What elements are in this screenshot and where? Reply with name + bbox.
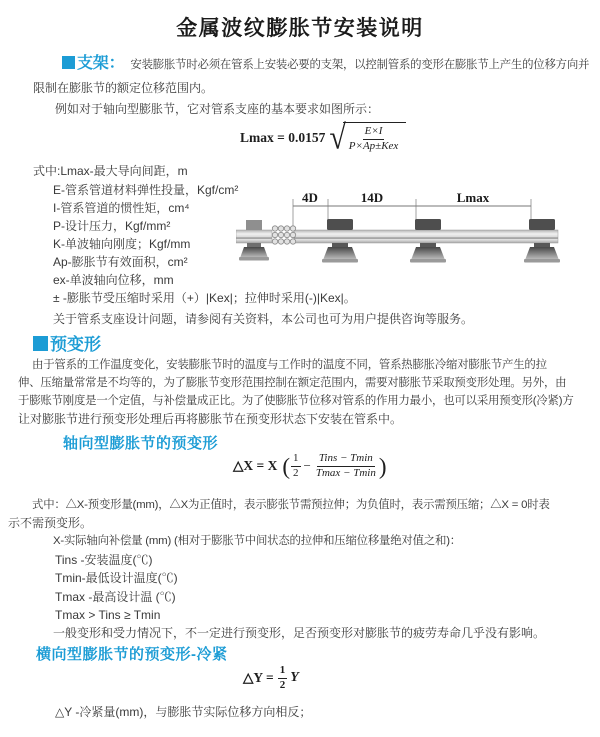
radical-sign: √ <box>329 118 346 157</box>
half-numerator: 1 <box>278 664 288 679</box>
formula-lmax-radicand <box>343 122 407 154</box>
predeform-line: 让对膨胀节进行预变形处理后再将膨胀节在预变形状态下安装在管系中。 <box>18 412 403 426</box>
half-numerator: 1 <box>291 452 301 467</box>
support-paragraph-line-2: 限制在膨胀节的额定位移范围内。 <box>33 81 214 95</box>
axial-line: Tmax -最高设计温 (℃) <box>55 590 176 604</box>
formula-axial-lhs: △X = X <box>233 458 278 474</box>
temperature-fraction <box>314 452 378 481</box>
axial-line: 示不需预变形。 <box>8 516 93 530</box>
formula-lmax-denominator: P×Ap±Kex <box>348 139 399 152</box>
predeform-section-heading <box>33 330 101 355</box>
page-title: 金属波纹膨胀节安装说明 <box>176 17 424 40</box>
bellows-icon <box>272 226 295 244</box>
definition-line: I-管系管道的惯性矩，cm⁴ <box>53 201 190 215</box>
support-line1-text: 安装膨胀节时必须在管系上安装必要的支架，以控制管系的变形在膨胀节上产生的位移方向并 <box>130 59 590 71</box>
predeform-line: 伸、压缩量常常是不均等的，为了膨胀节变形范围控制在额定范围内，需要对膨胀节采取预变形处理。另外，由 <box>18 377 567 389</box>
formula-lmax-lhs: Lmax = 0.0157 <box>240 129 326 145</box>
predeform-heading-text: 预变形 <box>50 335 101 354</box>
close-paren: ) <box>378 453 387 479</box>
axial-line: 一般变形和受力情况下，不一定进行预变形，足否预变形对膨胀节的疲劳寿命几乎没有影响。 <box>53 626 546 640</box>
temp-denominator: Tmax − Tmin <box>315 466 376 479</box>
axial-subsection-heading: 轴向型膨胀节的预变形 <box>63 435 219 452</box>
one-half-fraction <box>278 664 288 693</box>
blue-square-marker-icon <box>33 336 48 351</box>
definition-line: Ap-膨胀节有效面积，cm² <box>53 255 188 269</box>
predeform-line: 由于管系的工作温度变化，安装膨胀节时的温度与工作时的温度不同，管系热膨胀冷缩对膨胀节产生的拉 <box>32 359 547 371</box>
one-half-fraction <box>291 452 301 481</box>
dimension-label-lmax: Lmax <box>456 190 490 205</box>
support-paragraph-line-3: 例如对于轴向型膨胀节，它对管系支座的基本要求如图所示： <box>55 102 380 116</box>
half-denominator: 2 <box>279 678 286 691</box>
temp-numerator: Tins − Tmin <box>317 452 375 467</box>
formula-lmax <box>240 118 406 157</box>
pipe <box>294 230 558 243</box>
formula-axial-predeform <box>233 452 388 481</box>
minus-sign: − <box>303 458 311 474</box>
pipe-support-diagram <box>236 190 568 282</box>
formula-lmax-numerator: E×I <box>363 125 385 140</box>
half-denominator: 2 <box>293 466 299 479</box>
lateral-subsection-heading: 横向型膨胀节的预变形-冷紧 <box>36 646 228 663</box>
definition-line: K-单波轴向刚度；Kgf/mm <box>53 237 191 251</box>
definition-line: ex-单波轴向位移，mm <box>53 273 174 287</box>
dimension-label-14d: 14D <box>360 190 384 205</box>
axial-line: Tins -安装温度(℃) <box>55 553 153 567</box>
support-paragraph-line-1 <box>62 56 589 73</box>
definition-line: E-管系管道材料弹性投量，Kgf/cm² <box>53 183 239 197</box>
definition-line: ± -膨胀节受压缩时采用（+）|Kex|；拉伸时采用(-)|Kex|。 <box>53 291 356 305</box>
support-section-heading: 支架： <box>77 55 125 72</box>
predeform-line: 于膨账节刚度是一个定值，与补偿量成正比。为了使膨胀节位移对管系的作用力最小，也可以采用预变形(冷紧)方 <box>18 395 574 407</box>
blue-square-marker-icon <box>62 56 75 69</box>
axial-line: 式中：△X-预变形量(mm)，△X为正值时，表示膨张节需预拉伸；为负值时，表示需预压缩；△X = 0时表 <box>32 499 550 511</box>
axial-line: Tmin-最低设计温度(℃) <box>55 571 178 585</box>
axial-line: Tmax > Tins ≥ Tmin <box>55 608 161 622</box>
formula-lateral-rhs: Y <box>290 670 299 686</box>
dimension-label-4d: 4D <box>302 190 318 205</box>
formula-lateral-lhs: △Y = <box>243 670 274 686</box>
pipe-stub <box>236 230 272 243</box>
support-note-line: 关于管系支座设计问题，请参阅有关资料，本公司也可为用户提供咨询等服务。 <box>53 312 474 326</box>
lateral-definition-line: △Y -冷紧量(mm)，与膨胀节实际位移方向相反； <box>55 705 312 719</box>
open-paren: ( <box>282 453 290 479</box>
formula-lateral-coldpull <box>243 664 299 693</box>
axial-line: X-实际轴向补偿量 (mm) (相对于膨胀节中间状态的拉伸和压缩位移量绝对值之和)： <box>53 535 461 547</box>
definition-line: 式中:Lmax-最大导向间距，m <box>33 164 188 178</box>
definition-line: P-设计压力，Kgf/mm² <box>53 219 171 233</box>
